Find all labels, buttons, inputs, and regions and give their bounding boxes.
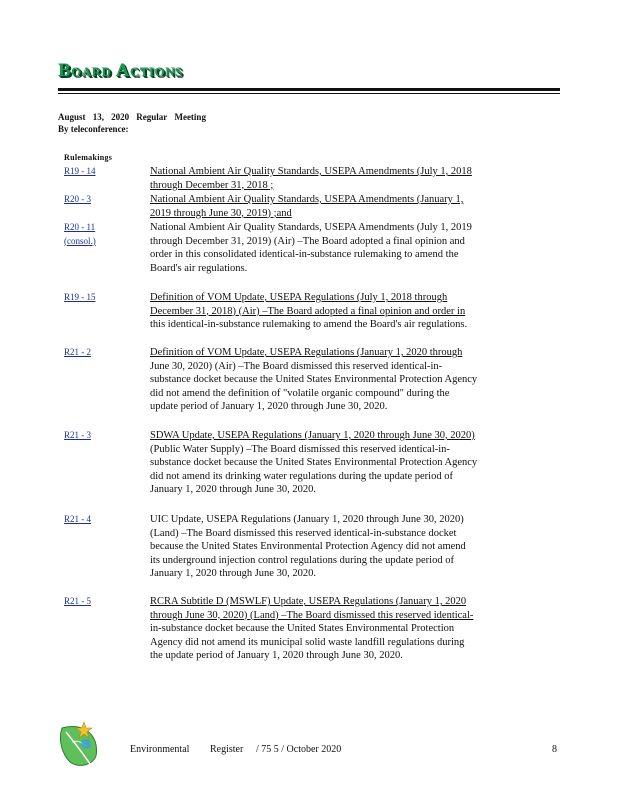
- title-rule-thin: [58, 93, 560, 94]
- entry-description: National Ambient Air Quality Standards, USEPA Amendments (July 1, 2018 through December 31, 2018 ;: [150, 166, 472, 191]
- docket-link[interactable]: R21 - 3: [64, 430, 91, 440]
- meeting-word: 13,: [92, 112, 104, 122]
- docket-link[interactable]: R20 - 11 (consol.): [64, 222, 96, 246]
- docket-link[interactable]: R19 - 14: [64, 166, 96, 176]
- page-title: Board Actions: [58, 60, 183, 81]
- docket-link[interactable]: R19 - 15: [64, 292, 96, 302]
- entry-description: Definition of VOM Update, USEPA Regulations (January 1, 2020 through June 30, 2020) (Air) –The Board dismissed this reserved identical-in- substance docket because the United States Environmental Protection Agency did not amend the definition of "volatile organic compound" during the update period of January 1, 2020 through June 30, 2020.: [150, 347, 478, 413]
- section-heading: Rulemakings: [64, 153, 113, 162]
- docket-link[interactable]: R20 - 3: [64, 194, 91, 204]
- meeting-word: August: [58, 112, 86, 122]
- meeting-word: Meeting: [174, 112, 206, 122]
- docket-link[interactable]: R21 - 5: [64, 596, 91, 606]
- docket-link[interactable]: R21 - 2: [64, 347, 91, 357]
- meeting-info: [58, 111, 258, 135]
- docket-link[interactable]: R21 - 4: [64, 514, 91, 524]
- entry-description: RCRA Subtitle D (MSWLF) Update, USEPA Regulations (January 1, 2020 through June 30, 2020) (Land) –The Board dismissed this reserved identical- in-substance docket because the United States Environmental Protection Agency did not amend its municipal solid waste landfill regulations during the update period of January 1, 2020 through June 30, 2020.: [150, 596, 474, 662]
- leaf-logo-icon: [56, 716, 104, 770]
- entry-description: Definition of VOM Update, USEPA Regulations (July 1, 2018 through December 31, 2018) (Air) –The Board adopted a final opinion and order in this identical-in-substance rulemaking to amend the Board's air regulations.: [150, 292, 468, 331]
- entry-description: SDWA Update, USEPA Regulations (January 1, 2020 through June 30, 2020) (Public Water Supply) –The Board dismissed this reserved identical-in- substance docket because the United States Environmental Protection Agency did not amend its drinking water regulations during the update period of January 1, 2020 through June 30, 2020.: [150, 430, 478, 496]
- meeting-line-2: By teleconference:: [58, 124, 129, 134]
- entry-description: National Ambient Air Quality Standards, USEPA Amendments (July 1, 2019 through December 31, 2019) (Air) –The Board adopted a final opinion and order in this consolidated identical-in-substance rulemaking to amend the Board's air regulations.: [150, 222, 472, 274]
- entry-description: National Ambient Air Quality Standards, USEPA Amendments (January 1, 2019 through June 30, 2019) ;and: [150, 194, 464, 219]
- footer-issue: / 75 5 / October 2020: [256, 744, 342, 755]
- meeting-line-1: [58, 111, 206, 123]
- page-number: 8: [552, 744, 557, 755]
- title-rule-thick: [58, 88, 560, 91]
- footer-register: Register: [210, 744, 244, 755]
- entry-description: UIC Update, USEPA Regulations (January 1, 2020 through June 30, 2020) (Land) –The Board dismissed this reserved identical-in-substance docket because the United States Environmental Protection Agency did not amend its underground injection control regulations during the update period of January 1, 2020 through June 30, 2020.: [150, 514, 466, 580]
- meeting-word: Regular: [136, 112, 168, 122]
- meeting-word: 2020: [111, 112, 130, 122]
- footer-publication: Environmental: [130, 744, 190, 755]
